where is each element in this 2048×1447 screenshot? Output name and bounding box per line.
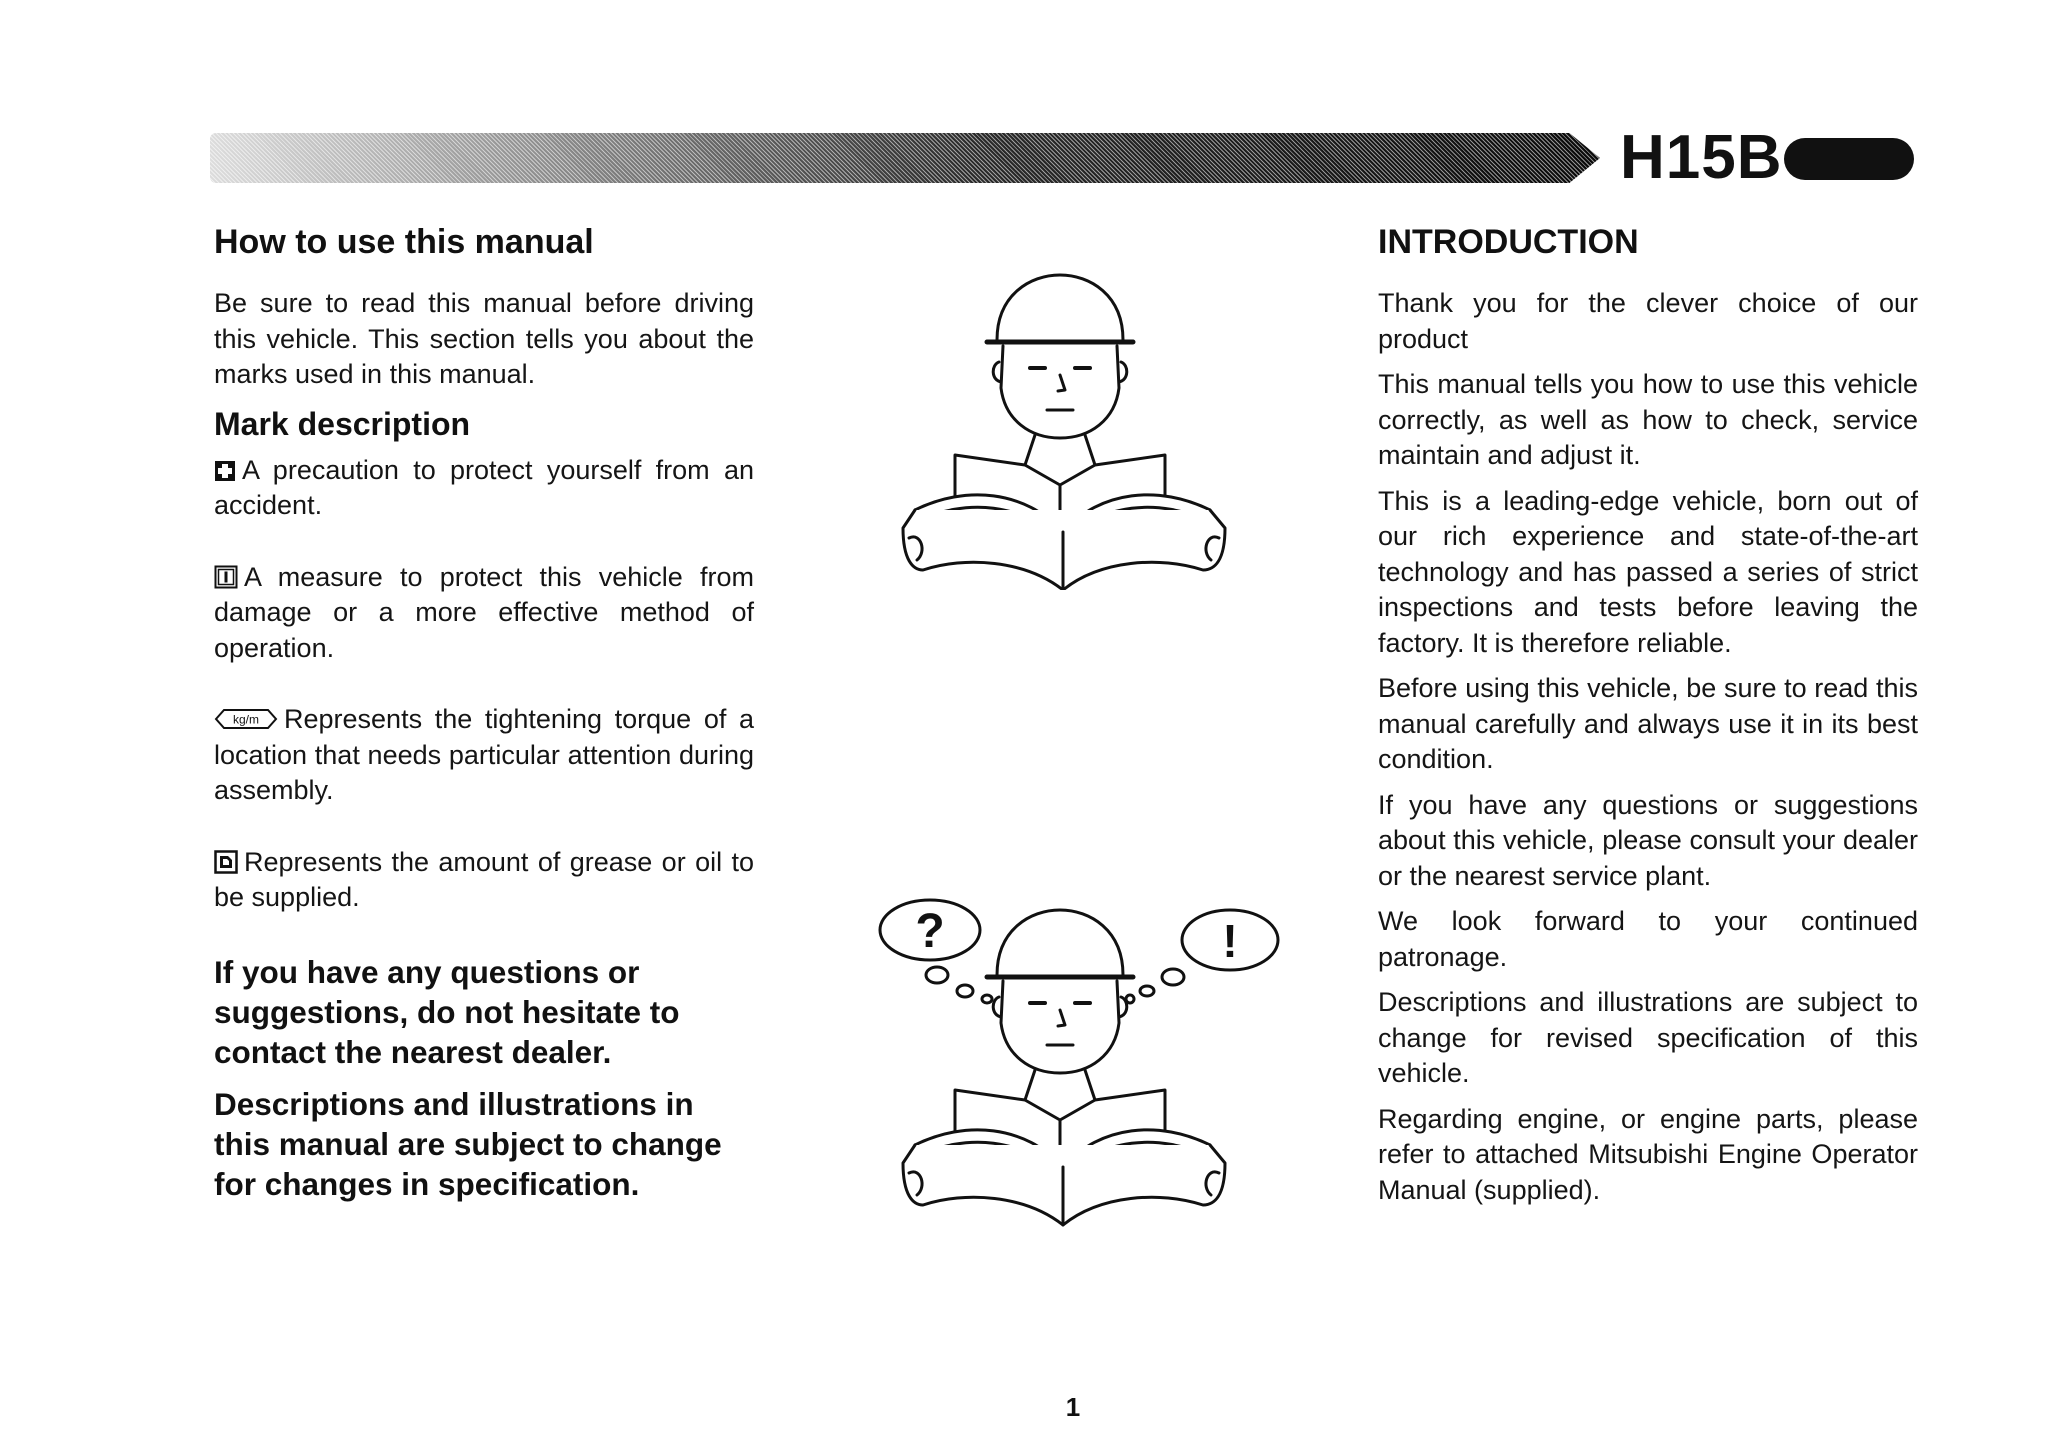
subject-to-change-note: Descriptions and illustrations in this manual are subject to change for changes in specification.	[214, 1085, 722, 1202]
intro-paragraph-3: This is a leading-edge vehicle, born out of our rich experience and state-of-the-art technology and has passed a series of strict inspections and tests before leaving the factory. It is therefore reliable.	[1378, 485, 1918, 658]
torque-kgm-icon	[214, 707, 278, 731]
how-to-use-section	[214, 218, 754, 1216]
header-end-pill	[1784, 138, 1914, 180]
header-gradient-band	[210, 133, 1600, 183]
mark-item-grease	[214, 845, 754, 916]
exclamation-mark-glyph: !	[1222, 915, 1238, 967]
mark-description-title: Mark description	[214, 405, 471, 442]
introduction-title: INTRODUCTION	[1378, 223, 1639, 261]
mark-item-grease-text: Represents the amount of grease or oil to be supplied.	[214, 846, 754, 912]
important-i-icon	[214, 565, 238, 589]
intro-paragraph-7: Descriptions and illustrations are subject to change for revised specification of this vehicle.	[1378, 987, 1918, 1088]
intro-paragraph-2: This manual tells you how to use this vehicle correctly, as well as how to check, service maintain and adjust it.	[1378, 369, 1918, 470]
safety-cross-icon	[214, 460, 236, 482]
page-number: 1	[1065, 1392, 1081, 1422]
question-mark-glyph: ?	[915, 905, 945, 958]
intro-paragraph-5: If you have any questions or suggestions about this vehicle, please consult your dealer or the nearest service plant.	[1378, 789, 1918, 891]
mark-item-important-text: A measure to protect this vehicle from damage or a more effective method of operation.	[214, 561, 754, 663]
how-to-use-title: How to use this manual	[214, 223, 594, 261]
grease-oil-icon	[214, 850, 238, 874]
introduction-section	[1378, 218, 1918, 1218]
intro-paragraph-4: Before using this vehicle, be sure to read this manual carefully and always use it in its best condition.	[1378, 673, 1918, 774]
torque-icon-label: kg/m	[232, 712, 260, 727]
mark-item-torque-text: Represents the tightening torque of a location that needs particular attention during assembly.	[214, 704, 754, 805]
mark-item-safety-text: A precaution to protect yourself from an accident.	[214, 454, 754, 520]
intro-paragraph-1: Thank you for the clever choice of our product	[1378, 288, 1918, 354]
worker-thinking-icon	[875, 895, 1285, 1235]
mark-item-safety	[214, 453, 754, 524]
intro-paragraph-8: Regarding engine, or engine parts, please refer to attached Mitsubishi Engine Operator Manual (supplied).	[1378, 1103, 1918, 1205]
how-to-use-intro: Be sure to read this manual before driving this vehicle. This section tells you about the marks used in this manual.	[214, 288, 754, 389]
intro-paragraph-6: We look forward to your continued patronage.	[1378, 906, 1918, 972]
mark-item-torque	[214, 702, 754, 809]
mark-item-important	[214, 560, 754, 667]
contact-dealer-note: If you have any questions or suggestions, do not hesitate to contact the nearest dealer.	[214, 953, 680, 1070]
worker-reading-manual-icon	[895, 270, 1235, 590]
model-code: H15B	[1620, 123, 1783, 192]
